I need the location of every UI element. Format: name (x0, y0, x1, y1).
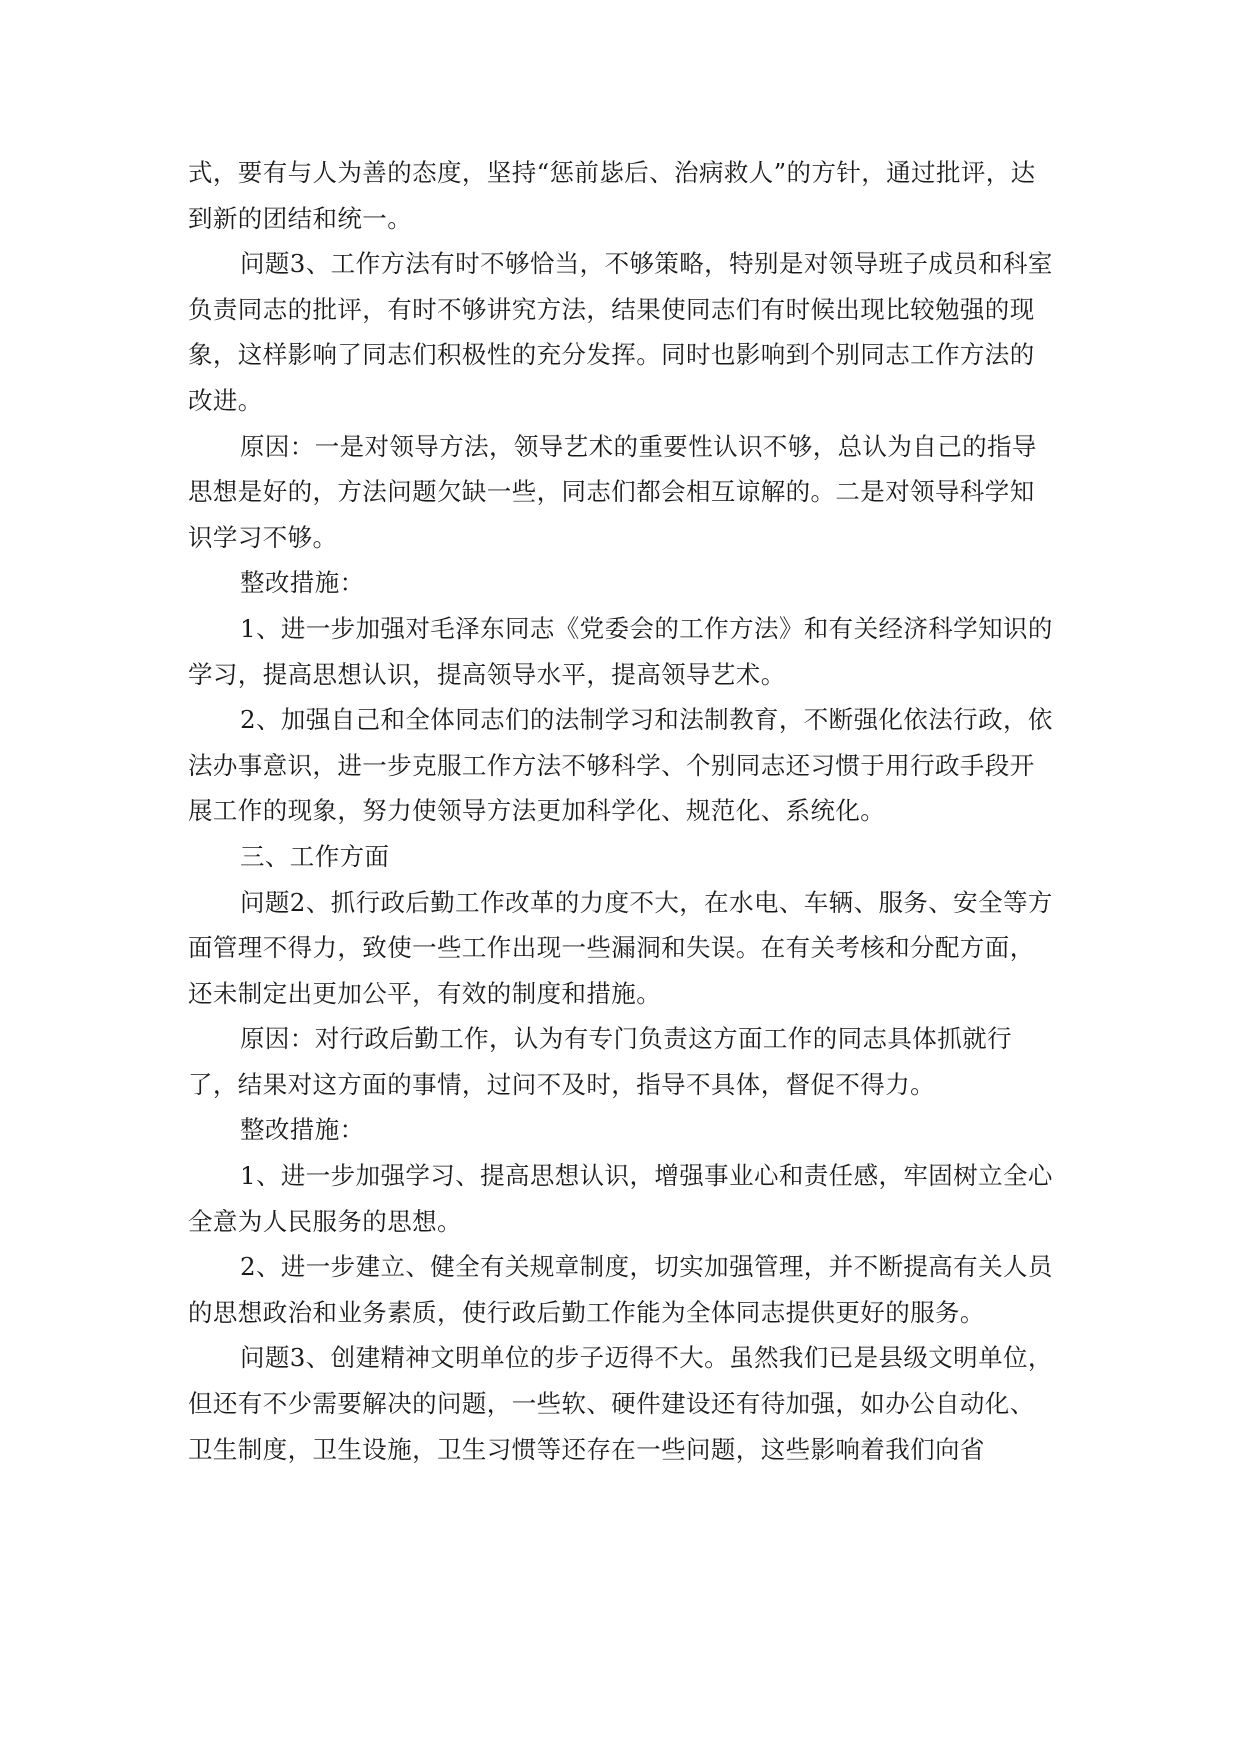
document-body (188, 150, 1056, 1472)
section-heading: 三、工作方面 (240, 841, 390, 871)
paragraph: 问题2、抓行政后勤工作改革的力度不大，在水电、车辆、服务、安全等方面管理不得力，致使一些工作出现一些漏洞和失误。在有关考核和分配方面，还未制定出更加公平，有效的制度和措施。 (188, 887, 1053, 1008)
section-heading: 整改措施： (240, 568, 365, 598)
paragraph: 2、进一步建立、健全有关规章制度，切实加强管理，并不断提高有关人员的思想政治和业务素质，使行政后勤工作能为全体同志提供更好的服务。 (188, 1252, 1053, 1327)
section-heading: 整改措施： (240, 1115, 365, 1145)
paragraph: 1、进一步加强对毛泽东同志《党委会的工作方法》和有关经济科学知识的学习，提高思想认识，提高领导水平，提高领导艺术。 (188, 613, 1053, 689)
paragraph: 问题3、创建精神文明单位的步子迈得不大。虽然我们已是县级文明单位，但还有不少需要解决的问题，一些软、硬件建设还有待加强，如办公自动化、卫生制度，卫生设施，卫生习惯等还存在一些问题，这些影响着我们向省 (188, 1343, 1053, 1464)
paragraph: 1、进一步加强学习、提高思想认识，增强事业心和责任感，牢固树立全心全意为人民服务的思想。 (188, 1161, 1053, 1236)
paragraph: 式，要有与人为善的态度，坚持“惩前毖后、治病救人”的方针，通过批评，达到新的团结和统一。 (188, 158, 1036, 233)
paragraph: 原因：对行政后勤工作，认为有专门负责这方面工作的同志具体抓就行了，结果对这方面的事情，过问不及时，指导不具体，督促不得力。 (188, 1024, 1012, 1099)
paragraph: 2、加强自己和全体同志们的法制学习和法制教育，不断强化依法行政，依法办事意识，进一步克服工作方法不够科学、个别同志还习惯于用行政手段开展工作的现象，努力使领导方法更加科学化、规范化、系统化。 (188, 705, 1053, 826)
paragraph: 问题3、工作方法有时不够恰当，不够策略，特别是对领导班子成员和科室负责同志的批评，有时不够讲究方法，结果使同志们有时候出现比较勉强的现象，这样影响了同志们积极性的充分发挥。同时也影响到个别同志工作方法的改进。 (188, 249, 1053, 415)
paragraph: 原因：一是对领导方法，领导艺术的重要性认识不够，总认为自己的指导思想是好的，方法问题欠缺一些，同志们都会相互谅解的。二是对领导科学知识学习不够。 (188, 431, 1037, 552)
